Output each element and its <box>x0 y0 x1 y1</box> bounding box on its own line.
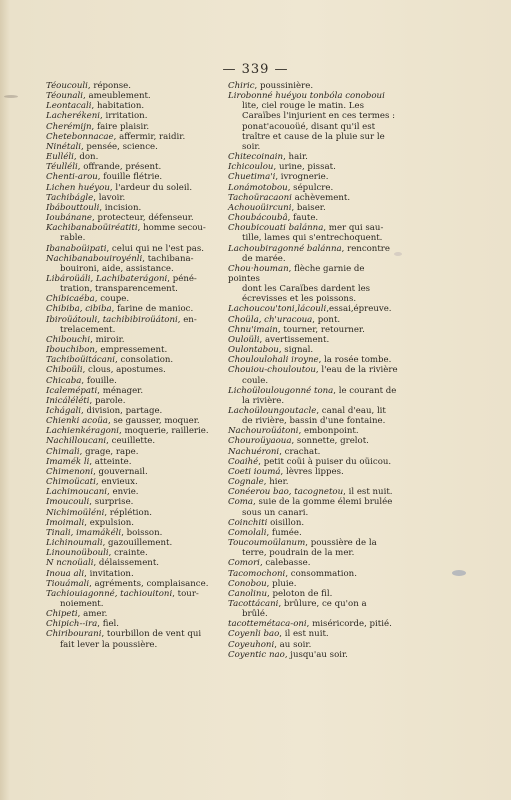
entry-definition: , moquerie, raillerie. <box>119 426 209 437</box>
entry-continuation: brûlé. <box>242 609 268 620</box>
entry-definition: , tachibana- <box>142 253 194 264</box>
entry-definition: , lèvres lippes. <box>280 466 344 477</box>
dictionary-entry <box>228 345 398 355</box>
entry-definition: , hair. <box>283 152 308 163</box>
entry-definition: , coupe. <box>94 294 130 305</box>
entry-headword: Icalemépati <box>46 385 98 396</box>
dictionary-entry <box>46 477 218 487</box>
entry-definition: , empressement. <box>94 345 168 356</box>
entry-headword: Coaihé <box>228 456 259 467</box>
entry-definition: , expulsion. <box>84 517 135 528</box>
margin-smudge <box>4 95 18 98</box>
entry-headword: Eulléli <box>46 152 74 163</box>
entry-continuation: sous un canari. <box>242 507 309 518</box>
dictionary-entry <box>228 467 398 477</box>
entry-headword: Coma <box>228 497 254 508</box>
dictionary-entry <box>228 518 398 528</box>
dictionary-entry <box>46 609 218 619</box>
entry-headword: Lachoüloungoutacle <box>228 406 317 416</box>
dictionary-entry <box>46 396 218 406</box>
dictionary-entry <box>46 203 218 213</box>
entry-continuation: lite, ciel rouge le matin. Les Caraïbes l'injurient en ces termes : ponat'acouoüé, disant qu'il est traître et cause de la pluie sur le soir. <box>242 101 395 152</box>
entry-definition: , délaissement. <box>93 558 160 569</box>
entry-definition: , surprise. <box>89 497 134 508</box>
entry-definition: oisillon. <box>267 517 305 528</box>
entry-headword: Lichen huéyou <box>46 182 110 193</box>
entry-headword: Lonámotobou <box>228 182 288 193</box>
entry-definition: , canal d'eau, lit <box>316 406 386 416</box>
entry-headword: Chiribourani <box>46 629 102 640</box>
dictionary-entry <box>46 386 218 396</box>
entry-headword: Nachouroüátoni <box>228 426 299 437</box>
dictionary-entry <box>46 548 218 558</box>
dictionary-entry <box>46 101 218 111</box>
entry-headword: Canolinu <box>228 588 267 599</box>
entry-definition: , affermir, raidir. <box>113 131 186 142</box>
entry-definition: , se gausser, moquer. <box>107 416 200 427</box>
entry-definition: , boisson. <box>121 527 163 538</box>
dictionary-entry <box>46 619 218 629</box>
entry-headword: Coeti ioumá <box>228 466 281 477</box>
entry-continuation: de rivière, bassin d'une fontaine. <box>242 416 386 427</box>
entry-headword: Imamék li <box>46 456 90 467</box>
dictionary-entry <box>228 629 398 639</box>
dictionary-entry <box>228 569 398 579</box>
entry-headword: Coyentic nao <box>228 649 285 660</box>
dictionary-entry <box>228 152 398 162</box>
entry-definition: , offrande, présent. <box>77 162 162 173</box>
entry-headword: Conobou <box>228 578 267 589</box>
entry-headword: Coyeuhoni <box>228 639 275 650</box>
entry-definition: , tour- <box>172 588 199 599</box>
dictionary-entry <box>228 304 398 314</box>
dictionary-entry <box>228 386 398 406</box>
entry-headword: Lichinoumali <box>46 538 103 549</box>
entry-definition: , urine, pissat. <box>273 162 336 173</box>
dictionary-entry <box>46 528 218 538</box>
dictionary-entry <box>46 162 218 172</box>
entry-headword: Chipich--ira <box>46 619 98 630</box>
entry-headword: Chouloulohali iroyne <box>228 355 319 366</box>
entry-headword: Chibiba, cibiba <box>46 304 112 315</box>
dictionary-entry <box>228 244 398 264</box>
entry-definition: , peloton de fil. <box>266 588 333 599</box>
entry-headword: Lichoüloulougonné tona <box>228 385 334 396</box>
entry-definition: , miroir. <box>90 334 125 345</box>
dictionary-entry <box>228 172 398 182</box>
dictionary-entry <box>46 304 218 314</box>
entry-headword: Coyenli bao <box>228 629 280 640</box>
entry-headword: Kachibanaboüiréatiti <box>46 223 138 234</box>
dictionary-entry <box>46 579 218 589</box>
dictionary-entry <box>46 335 218 345</box>
entry-headword: Nachilloucani <box>46 436 107 447</box>
dictionary-entry <box>46 244 218 254</box>
dictionary-entry <box>46 436 218 446</box>
entry-headword: Ouloüli <box>228 334 260 345</box>
entry-headword: Chenti-arou <box>46 172 98 183</box>
entry-definition: , irritation. <box>100 111 148 122</box>
entry-definition: , le courant de <box>333 385 397 396</box>
dictionary-entry <box>228 426 398 436</box>
dictionary-entry <box>228 497 398 517</box>
dictionary-entry <box>46 132 218 142</box>
entry-definition: , fiel. <box>97 619 120 630</box>
entry-definition: , pont. <box>312 314 341 325</box>
entry-definition: , miséricorde, pitié. <box>306 619 392 630</box>
entry-definition: , il est nuit. <box>343 487 393 498</box>
entry-headword: Téulléli <box>46 162 78 173</box>
entry-definition: , division, partage. <box>81 406 163 416</box>
entry-definition: , pensée, science. <box>80 141 158 152</box>
entry-headword: Inicáléléti <box>46 395 90 406</box>
entry-headword: Inoua ali <box>46 568 85 579</box>
entry-headword: Chuetima'i <box>228 172 276 183</box>
entry-definition: , pluie. <box>266 578 297 589</box>
entry-definition: , lavoir. <box>93 192 126 203</box>
entry-headword: Libároüáli, Lachibaterágoni <box>46 273 168 284</box>
entry-headword: Chou·houman <box>228 263 289 274</box>
entry-headword: Choubácoubâ <box>228 213 288 224</box>
entry-definition: , incision. <box>99 202 142 213</box>
dictionary-entry <box>46 406 218 416</box>
entry-definition: , poussinière. <box>254 81 314 91</box>
entry-headword: Cherémijn <box>46 121 92 132</box>
entry-headword: Tinali, imamákéli <box>46 527 122 538</box>
entry-continuation: dont les Caraïbes dardent les écrevisses et les poissons. <box>242 284 371 305</box>
entry-headword: Ichágali <box>46 406 81 416</box>
page-number: — 339 — <box>222 62 289 77</box>
entry-headword: Téoucouli <box>46 81 88 91</box>
dictionary-entry <box>46 508 218 518</box>
dictionary-entry <box>228 558 398 568</box>
dictionary-entry <box>46 376 218 386</box>
dictionary-entry <box>46 538 218 548</box>
entry-definition: , tourner, retourner. <box>277 324 365 335</box>
entry-headword: Linounoübouli <box>46 548 109 559</box>
entry-headword: Choüla, ch'uracoua <box>228 314 313 325</box>
entry-headword: Chetebonnacae <box>46 131 114 142</box>
entry-definition: , crainte. <box>108 548 148 559</box>
dictionary-entry <box>46 355 218 365</box>
entry-definition: , fouille. <box>81 375 117 386</box>
entry-definition: achèvement. <box>291 192 351 203</box>
entry-definition: , ceuillette. <box>106 436 156 447</box>
entry-continuation: tille, lames qui s'entrechoquent. <box>242 233 383 244</box>
entry-continuation: bouironi, aide, assistance. <box>60 263 174 274</box>
dictionary-entry <box>228 619 398 629</box>
dictionary-entry <box>228 325 398 335</box>
entry-definition: , fumée. <box>266 527 302 538</box>
entry-headword: Lachimoucani <box>46 487 108 498</box>
entry-headword: Cognale <box>228 477 264 488</box>
entry-definition: , sépulcre. <box>287 182 334 193</box>
dictionary-entry <box>228 315 398 325</box>
entry-headword: Lirobonné huéyou tonbóla conoboui <box>228 91 385 102</box>
entry-headword: Chouiou-chouloutou <box>228 365 316 376</box>
entry-headword: Lachoubiragonné balánna <box>228 243 342 254</box>
dictionary-entry <box>46 426 218 436</box>
entry-headword: Chienki acoüa <box>46 416 108 427</box>
entry-definition: , flèche garnie de pointes <box>228 263 365 284</box>
entry-headword: tacottemétaca-oni <box>228 619 307 630</box>
entry-headword: Nichimoüléni <box>46 507 105 518</box>
entry-headword: Comolali <box>228 527 267 538</box>
entry-definition: , farine de manioc. <box>111 304 194 315</box>
entry-definition: , il est nuit. <box>279 629 329 640</box>
entry-definition: , grage, rape. <box>79 446 139 457</box>
dictionary-entry <box>228 203 398 213</box>
entry-definition: , embonpoint. <box>298 426 359 437</box>
entry-definition: , suie de la gomme élemi brulée <box>253 497 393 508</box>
entry-continuation: tration, transparencement. <box>60 284 178 295</box>
entry-definition: , ménager. <box>97 385 144 396</box>
entry-definition: , poussière de la <box>305 538 377 549</box>
entry-headword: Chimali <box>46 446 80 457</box>
entry-definition: , brûlure, ce qu'on a <box>278 598 367 609</box>
entry-definition: , crachat. <box>279 446 321 457</box>
entry-definition: , parole. <box>89 395 126 406</box>
entry-headword: Nachibanabouiroyénli <box>46 253 143 264</box>
entry-definition: , gouvernail. <box>93 466 148 477</box>
entry-continuation: trelacement. <box>60 324 116 335</box>
entry-headword: Choubicouati balánna <box>228 223 324 234</box>
entry-continuation: la rivière. <box>242 395 285 406</box>
entry-headword: Lacherékeni <box>46 111 101 122</box>
entry-definition: , protecteur, défenseur. <box>92 213 194 224</box>
entry-headword: Toucoumoülanum <box>228 538 306 549</box>
dictionary-entry <box>46 122 218 132</box>
dictionary-entry <box>228 579 398 589</box>
entry-definition: , au soir. <box>274 639 312 650</box>
entry-headword: Chibicaéba <box>46 294 95 305</box>
dictionary-entry <box>46 447 218 457</box>
entry-definition: , avertissement. <box>259 334 330 345</box>
entry-definition: , celui qui ne l'est pas. <box>106 243 205 254</box>
entry-definition: , sonnette, grelot. <box>291 436 369 447</box>
dictionary-entry <box>228 436 398 446</box>
entry-headword: Oulontabou <box>228 345 279 356</box>
dictionary-entry <box>46 91 218 101</box>
dictionary-entry <box>46 294 218 304</box>
entry-headword: Conéerou bao, tacognetou <box>228 487 344 498</box>
entry-headword: Leontacali <box>46 101 92 112</box>
dictionary-entry <box>228 640 398 650</box>
entry-definition: ,essai,épreuve. <box>326 304 392 315</box>
entry-definition: , atteinte. <box>89 456 132 467</box>
entry-definition: , petit coüi à puiser du oüicou. <box>258 456 392 467</box>
dictionary-entry <box>228 355 398 365</box>
dictionary-entry <box>46 172 218 182</box>
entry-headword: Chipeti <box>46 609 78 620</box>
dictionary-entry <box>46 457 218 467</box>
dictionary-entry <box>228 589 398 599</box>
entry-headword: Chimoücati <box>46 477 96 488</box>
entry-headword: Imoucouli <box>46 497 90 508</box>
entry-headword: Tachiouiagonné, tachiouitoni <box>46 588 173 599</box>
left-column <box>46 81 218 650</box>
entry-definition: , ivrognerie. <box>275 172 329 183</box>
entry-definition: , agréments, complaisance. <box>89 578 209 589</box>
entry-continuation: coule. <box>242 375 269 386</box>
entry-definition: , la rosée tombe. <box>318 355 392 366</box>
dictionary-entry <box>228 91 398 152</box>
entry-definition: , amer. <box>77 609 108 620</box>
dictionary-entry <box>46 416 218 426</box>
dictionary-entry <box>228 365 398 385</box>
entry-headword: Tachiboüitácani <box>46 355 116 366</box>
entry-definition: , en- <box>177 314 197 325</box>
entry-definition: , envieux. <box>95 477 138 488</box>
dictionary-entry <box>46 254 218 274</box>
dictionary-entry <box>46 487 218 497</box>
dictionary-entry <box>228 650 398 660</box>
entry-headword: Achouoüircuni <box>228 202 292 213</box>
entry-definition: , invitation. <box>84 568 134 579</box>
dictionary-entry <box>46 345 218 355</box>
dictionary-entry <box>46 365 218 375</box>
entry-definition: , fouille flétrie. <box>97 172 163 183</box>
entry-definition: , habitation. <box>91 101 145 112</box>
entry-definition: , l'eau de la rivière <box>315 365 398 376</box>
entry-definition: , réplétion. <box>104 507 152 518</box>
entry-definition: , l'ardeur du soleil. <box>109 182 193 193</box>
entry-definition: , tourbillon de vent qui <box>101 629 202 640</box>
entry-headword: Chnu'imain <box>228 324 278 335</box>
entry-headword: Lachoucou'toni,lácouli <box>228 304 327 315</box>
dictionary-entry <box>228 447 398 457</box>
entry-continuation: terre, poudrain de la mer. <box>242 548 355 559</box>
entry-headword: Tiouámali <box>46 578 90 589</box>
dictionary-entry <box>46 274 218 294</box>
dictionary-entry <box>228 487 398 497</box>
dictionary-entry <box>46 497 218 507</box>
entry-headword: Nachuéroni <box>228 446 280 457</box>
entry-definition: , péné- <box>167 273 197 284</box>
entry-headword: Tacottácani <box>228 598 279 609</box>
entry-headword: Chiboüli <box>46 365 83 376</box>
dictionary-entry <box>46 142 218 152</box>
entry-definition: , clous, apostumes. <box>82 365 166 376</box>
dictionary-entry <box>46 223 218 243</box>
dictionary-entry <box>46 152 218 162</box>
dictionary-entry <box>228 528 398 538</box>
entry-headword: Ibouchibon <box>46 345 95 356</box>
dictionary-entry <box>46 213 218 223</box>
entry-headword: Chicaba <box>46 375 82 386</box>
entry-headword: Tachibágle <box>46 192 94 203</box>
entry-headword: Chouroüyaoua <box>228 436 292 447</box>
dictionary-entry <box>46 518 218 528</box>
entry-headword: Chibouchi <box>46 334 91 345</box>
dictionary-entry <box>228 193 398 203</box>
entry-definition: , envie. <box>107 487 139 498</box>
entry-headword: Lachienkéragoni <box>46 426 120 437</box>
right-column <box>228 81 398 660</box>
entry-headword: Imoimali <box>46 517 85 528</box>
dictionary-entry <box>228 264 398 305</box>
dictionary-entry <box>46 183 218 193</box>
dictionary-entry <box>46 315 218 335</box>
entry-continuation: de marée. <box>242 253 286 264</box>
dictionary-entry <box>46 589 218 609</box>
dictionary-entry <box>46 193 218 203</box>
dictionary-entry <box>228 599 398 619</box>
entry-headword: Chiric <box>228 81 255 91</box>
entry-headword: Ibanaboüipati <box>46 243 107 254</box>
entry-headword: Ibiroüátouli, tachibibiroüátoni <box>46 314 178 325</box>
dictionary-entry <box>46 111 218 121</box>
entry-headword: Tacomochoni <box>228 568 286 579</box>
dictionary-entry <box>46 629 218 649</box>
entry-continuation: noiement. <box>60 598 104 609</box>
dictionary-entry <box>228 457 398 467</box>
entry-headword: Ioubánane <box>46 213 93 224</box>
entry-headword: Chitecoinain <box>228 152 284 163</box>
entry-headword: Coinchiti <box>228 517 268 528</box>
entry-definition: , consolation. <box>115 355 174 366</box>
dictionary-entry <box>228 538 398 558</box>
entry-headword: N ncnoüali <box>46 558 94 569</box>
dictionary-entry <box>46 569 218 579</box>
dictionary-entry <box>46 81 218 91</box>
entry-headword: Ninétali <box>46 141 81 152</box>
entry-definition: , réponse. <box>87 81 131 91</box>
entry-headword: Comori <box>228 558 260 569</box>
dictionary-entry <box>228 223 398 243</box>
entry-definition: , homme secou- <box>137 223 206 234</box>
dictionary-entry <box>46 558 218 568</box>
entry-headword: Téounali <box>46 91 84 102</box>
dictionary-entry <box>228 406 398 426</box>
entry-definition: , rencontre <box>341 243 390 254</box>
entry-definition: , ameublement. <box>83 91 151 102</box>
entry-continuation: rable. <box>60 233 86 244</box>
entry-definition: , hier. <box>263 477 289 488</box>
entry-definition: , calebasse. <box>259 558 311 569</box>
entry-headword: Ibábouttouli <box>46 202 100 213</box>
entry-definition: , don. <box>73 152 99 163</box>
ink-stain <box>452 570 466 576</box>
entry-definition: , faire plaisir. <box>91 121 150 132</box>
dictionary-entry <box>228 183 398 193</box>
dictionary-entry <box>228 162 398 172</box>
dictionary-entry <box>228 335 398 345</box>
dictionary-entry <box>228 477 398 487</box>
entry-definition: , faute. <box>287 213 319 224</box>
entry-definition: , gazouillement. <box>102 538 173 549</box>
entry-definition: , baiser. <box>291 202 326 213</box>
entry-definition: , consommation. <box>285 568 357 579</box>
entry-definition: , mer qui sau- <box>323 223 384 234</box>
dictionary-entry <box>46 467 218 477</box>
entry-definition: , signal. <box>278 345 314 356</box>
entry-definition: , jusqu'au soir. <box>284 649 348 660</box>
entry-headword: Chimenoni <box>46 466 94 477</box>
dictionary-entry <box>228 81 398 91</box>
entry-continuation: fait lever la poussière. <box>60 639 158 650</box>
entry-headword: Tachoüracaoni <box>228 192 292 203</box>
dictionary-entry <box>228 213 398 223</box>
entry-headword: Ichicoulou <box>228 162 274 173</box>
